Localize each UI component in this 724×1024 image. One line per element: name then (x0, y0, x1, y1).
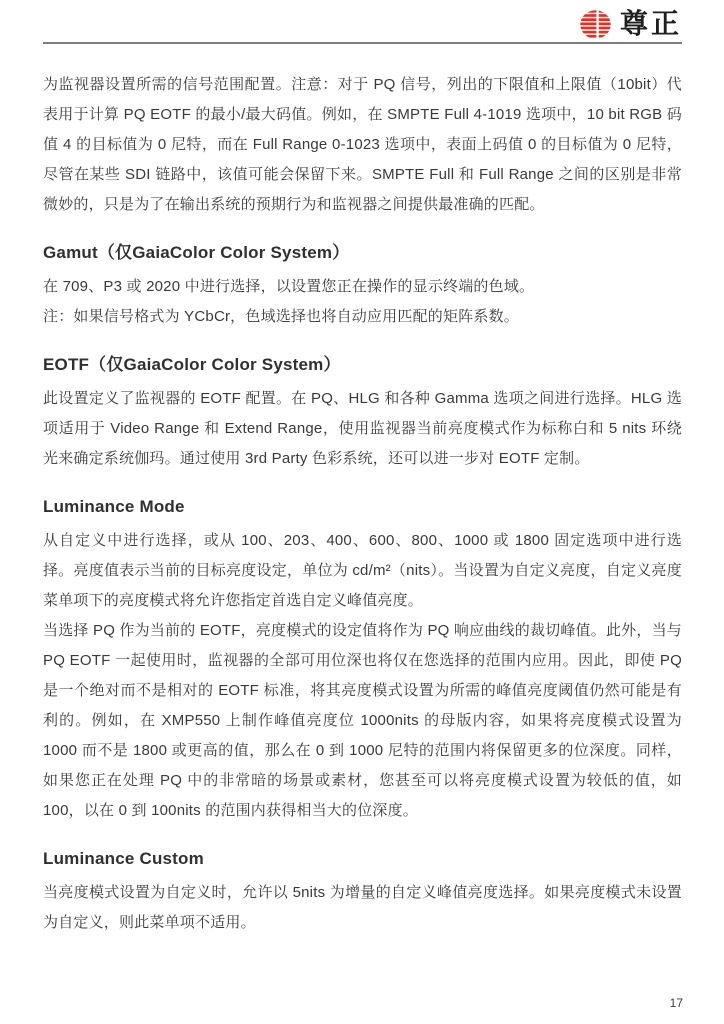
section-paragraph: 从自定义中进行选择，或从 100、203、400、600、800、1000 或 1800 固定选项中进行选择。亮度值表示当前的目标亮度设定，单位为 cd/m²（nits）。当设置为自定义亮度，自定义亮度菜单项下的亮度模式将允许您指定首选自定义峰值亮度。 (43, 532, 682, 609)
section-paragraph: 当选择 PQ 作为当前的 EOTF，亮度模式的设定值将作为 PQ 响应曲线的裁切峰值。此外，当与 PQ EOTF 一起使用时，监视器的全部可用位深也将仅在您选择的范围内应用。因此，即使 PQ 是一个绝对而不是相对的 EOTF 标准，将其亮度模式设置为所需的峰值亮度阈值仍然可能是有利的。例如，在 XMP550 上制作峰值亮度位 1000nits 的母版内容，如果将亮度模式设置为 1000 而不是 1800 或更高的值，那么在 0 到 1000 尼特的范围内将保留更多的位深度。同样，如果您正在处理 PQ 中的非常暗的场景或素材，您甚至可以将亮度模式设置为较低的值，如 100，以在 0 到 100nits 的范围内获得相当大的位深度。 (43, 622, 682, 819)
page-footer (670, 996, 683, 1010)
brand-logo-text: 尊正 (619, 7, 682, 40)
page-body (43, 44, 682, 938)
brand-logo (580, 9, 682, 39)
section-heading: Gamut（仅GaiaColor Color System） (43, 243, 350, 262)
section-paragraph: 此设置定义了监视器的 EOTF 配置。在 PQ、HLG 和各种 Gamma 选项之间进行选择。HLG 选项适用于 Video Range 和 Extend Range，使用监视器当前亮度模式作为标称白和 5 nits 环绕光来确定系统伽玛。通过使用 3rd Party 色彩系统，还可以进一步对 EOTF 定制。 (43, 390, 682, 467)
section-heading: EOTF（仅GaiaColor Color System） (43, 355, 341, 374)
section-heading: Luminance Custom (43, 849, 204, 868)
section-paragraph: 在 709、P3 或 2020 中进行选择，以设置您正在操作的显示终端的色域。 (43, 278, 535, 295)
intro-paragraph: 为监视器设置所需的信号范围配置。注意：对于 PQ 信号，列出的下限值和上限值（10bit）代表用于计算 PQ EOTF 的最小/最大码值。例如，在 SMPTE Full 4-1019 选项中，10 bit RGB 码值 4 的目标值为 0 尼特，而在 Full Range 0-1023 选项中，表面上码值 0 的目标值为 0 尼特，尽管在某些 SDI 链路中，该值可能会保留下来。SMPTE Full 和 Full Range 之间的区别是非常微妙的，只是为了在输出系统的预期行为和监视器之间提供最准确的匹配。 (43, 76, 682, 213)
section-paragraph: 当亮度模式设置为自定义时，允许以 5nits 为增量的自定义峰值亮度选择。如果亮度模式未设置为自定义，则此菜单项不适用。 (43, 884, 682, 931)
section-paragraph: 注：如果信号格式为 YCbCr，色域选择也将自动应用匹配的矩阵系数。 (43, 308, 519, 325)
sections-container (43, 240, 682, 938)
zunzheng-stripes-icon (580, 10, 611, 39)
page-number: 17 (669, 996, 683, 1010)
section-heading: Luminance Mode (43, 497, 185, 516)
page-header (43, 0, 682, 44)
